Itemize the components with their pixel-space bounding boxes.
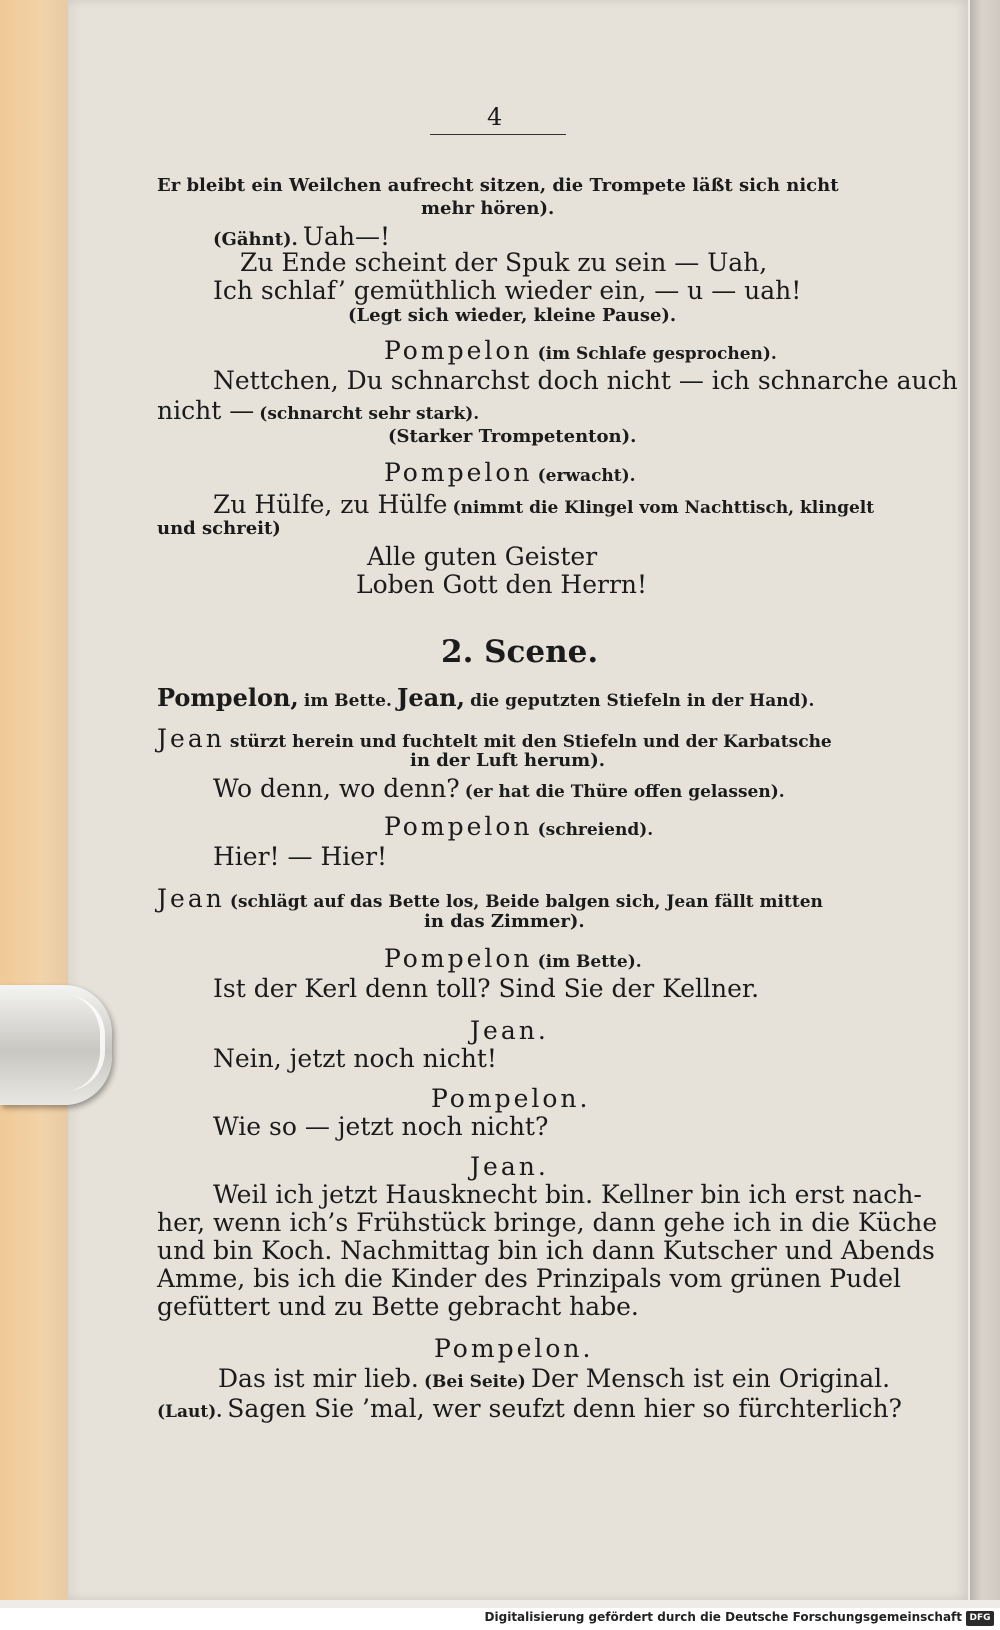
speaker-line: [384, 944, 642, 973]
digitization-footer: [0, 1608, 1000, 1630]
stage-direction: (im Bette).: [537, 952, 642, 972]
stage-direction: in das Zimmer).: [424, 911, 585, 932]
dialogue-line: [157, 1394, 902, 1423]
footer-credit: Digitalisierung gefördert durch die Deutsche Forschungsgemeinschaft: [484, 1610, 962, 1624]
speaker-name: Pompelon: [384, 458, 533, 487]
paper-edge-left: [0, 0, 70, 1600]
dialogue-line: gefüttert und zu Bette gebracht habe.: [157, 1292, 639, 1321]
next-page-edge: [970, 0, 1000, 1600]
dialogue-line: Weil ich jetzt Hausknecht bin. Kellner bin ich erst nach-: [213, 1180, 922, 1209]
stage-line: [157, 884, 823, 913]
stage-line: [157, 724, 832, 753]
verse-line: Alle guten Geister: [367, 542, 598, 571]
stage-direction: im Bette.: [303, 691, 392, 711]
stage-direction: (Legt sich wieder, kleine Pause).: [348, 305, 677, 326]
speaker-name: Jean.: [470, 1016, 549, 1045]
scanner-clip: [0, 985, 112, 1105]
cast-line: [157, 683, 814, 712]
dialogue-line: [218, 1364, 890, 1393]
dialogue-line: [213, 490, 874, 519]
stage-direction: (er hat die Thüre offen gelassen).: [464, 782, 785, 802]
stage-direction: (Laut).: [157, 1402, 223, 1422]
stage-direction: (schreiend).: [537, 820, 654, 840]
dialogue-line: Ist der Kerl denn toll? Sind Sie der Kellner.: [213, 974, 760, 1003]
speaker-name: Jean: [157, 724, 225, 753]
stage-direction: (Gähnt).: [213, 229, 298, 250]
dialogue-text: Das ist mir lieb.: [218, 1364, 419, 1393]
speaker-name: Pompelon.: [434, 1334, 594, 1363]
dialogue-text: Wo denn, wo denn?: [213, 774, 460, 803]
dialogue-line: Nettchen, Du schnarchst doch nicht — ich schnarche auch: [213, 366, 958, 395]
stage-direction: (nimmt die Klingel vom Nachttisch, klingelt: [452, 498, 875, 518]
speaker-line: [384, 812, 653, 841]
verse-line: Loben Gott den Herrn!: [356, 570, 648, 599]
speaker-name: Jean.: [470, 1152, 549, 1181]
dialogue-line: Wie so — jetzt noch nicht?: [213, 1112, 549, 1141]
speaker-name: Pompelon: [384, 336, 533, 365]
stage-direction: (schlägt auf das Bette los, Beide balgen sich, Jean fällt mitten: [229, 892, 823, 912]
speaker-line: [384, 458, 636, 487]
speaker-name: Pompelon: [384, 944, 533, 973]
speaker-line: [384, 336, 777, 365]
stage-direction: und schreit): [157, 518, 281, 539]
character-name: Pompelon,: [157, 683, 299, 712]
dialogue-text: Zu Hülfe, zu Hülfe: [213, 490, 448, 519]
speaker-name: Pompelon: [384, 812, 533, 841]
stage-direction: mehr hören).: [421, 198, 555, 219]
dfg-logo: DFG: [966, 1611, 994, 1626]
stage-direction: Er bleibt ein Weilchen aufrecht sitzen, die Trompete läßt sich nicht: [157, 175, 839, 196]
stage-direction: (Starker Trompetenton).: [388, 426, 637, 447]
dialogue-text: Sagen Sie ’mal, wer seufzt denn hier so fürchterlich?: [227, 1394, 902, 1423]
dialogue-line: und bin Koch. Nachmittag bin ich dann Kutscher und Abends: [157, 1236, 935, 1265]
stage-direction: (im Schlafe gesprochen).: [537, 344, 777, 364]
dialogue-text: Der Mensch ist ein Original.: [530, 1364, 891, 1393]
verse-line: Ich schlaf’ gemüthlich wieder ein, — u — uah!: [213, 276, 802, 305]
stage-direction: (Bei Seite): [423, 1372, 526, 1392]
speaker-name: Pompelon.: [431, 1084, 591, 1113]
scene-heading: 2. Scene.: [441, 634, 599, 670]
stage-direction: (erwacht).: [537, 466, 636, 486]
speaker-name: Jean: [157, 884, 225, 913]
clip-highlight: [60, 995, 105, 1091]
dialogue-line: Nein, jetzt noch nicht!: [213, 1044, 497, 1073]
verse-text: Uah—!: [302, 222, 391, 251]
header-rule: [430, 134, 566, 135]
dialogue-line: Amme, bis ich die Kinder des Prinzipals vom grünen Pudel: [157, 1264, 902, 1293]
stage-direction: die geputzten Stiefeln in der Hand).: [470, 691, 815, 711]
dialogue-text: nicht —: [157, 396, 255, 425]
stage-direction: in der Luft herum).: [410, 750, 605, 771]
character-name: Jean,: [396, 683, 465, 712]
text-line: [213, 222, 390, 251]
stage-direction: (schnarcht sehr stark).: [259, 404, 480, 424]
stage-direction: stürzt herein und fuchtelt mit den Stiefeln und der Karbatsche: [229, 732, 832, 752]
page-number: 4: [487, 103, 503, 131]
dialogue-line: [157, 396, 479, 425]
verse-line: Zu Ende scheint der Spuk zu sein — Uah,: [240, 248, 768, 277]
dialogue-line: [213, 774, 785, 803]
dialogue-line: Hier! — Hier!: [213, 842, 388, 871]
dialogue-line: her, wenn ich’s Frühstück bringe, dann gehe ich in die Küche: [157, 1208, 938, 1237]
